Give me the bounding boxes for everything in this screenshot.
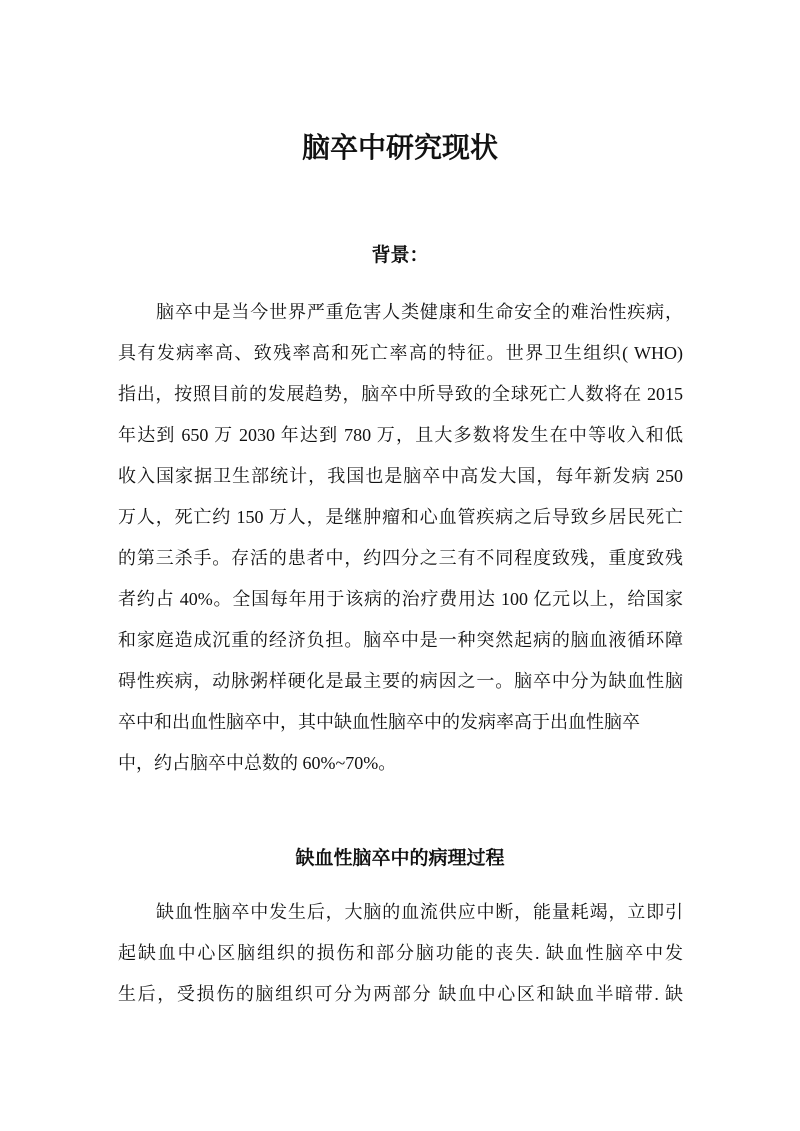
text-line: 卒中和出血性脑卒中，其中缺血性脑卒中的发病率高于出血性脑卒 — [118, 712, 640, 732]
text-line: 缺血性脑卒中发生后，大脑的血流供应中断，能量耗竭，立即引 — [156, 902, 683, 922]
text-line: 收入国家据卫生部统计，我国也是脑卒中高发大国，每年新发病 250 — [118, 466, 683, 486]
text-line: 中，约占脑卒中总数的 60%~70%。 — [118, 753, 397, 773]
text-line: 碍性疾病，动脉粥样硬化是最主要的病因之一。脑卒中分为缺血性脑 — [118, 671, 683, 691]
page-title: 脑卒中研究现状 — [301, 132, 498, 163]
text-line: 起缺血中心区脑组织的损伤和部分脑功能的丧失. 缺血性脑卒中发 — [118, 943, 683, 963]
text-line: 年达到 650 万 2030 年达到 780 万，且大多数将发生在中等收入和低 — [118, 425, 683, 445]
text-line: 脑卒中是当今世界严重危害人类健康和生命安全的难治性疾病， — [156, 302, 683, 322]
section-heading-background: 背景： — [371, 245, 429, 266]
section-heading-pathology: 缺血性脑卒中的病理过程 — [295, 848, 505, 869]
text-line: 生后，受损伤的脑组织可分为两部分 缺血中心区和缺血半暗带. 缺 — [118, 984, 683, 1004]
text-line: 和家庭造成沉重的经济负担。脑卒中是一种突然起病的脑血液循环障 — [118, 630, 683, 650]
text-line: 万人，死亡约 150 万人，是继肿瘤和心血管疾病之后导致乡居民死亡 — [118, 507, 683, 527]
text-line: 具有发病率高、致残率高和死亡率高的特征。世界卫生组织( WHO) — [118, 343, 683, 363]
text-line: 者约占 40%。全国每年用于该病的治疗费用达 100 亿元以上，给国家 — [118, 589, 683, 609]
text-line: 指出，按照目前的发展趋势，脑卒中所导致的全球死亡人数将在 2015 — [118, 384, 683, 404]
text-line: 的第三杀手。存活的患者中，约四分之三有不同程度致残，重度致残 — [118, 548, 683, 568]
